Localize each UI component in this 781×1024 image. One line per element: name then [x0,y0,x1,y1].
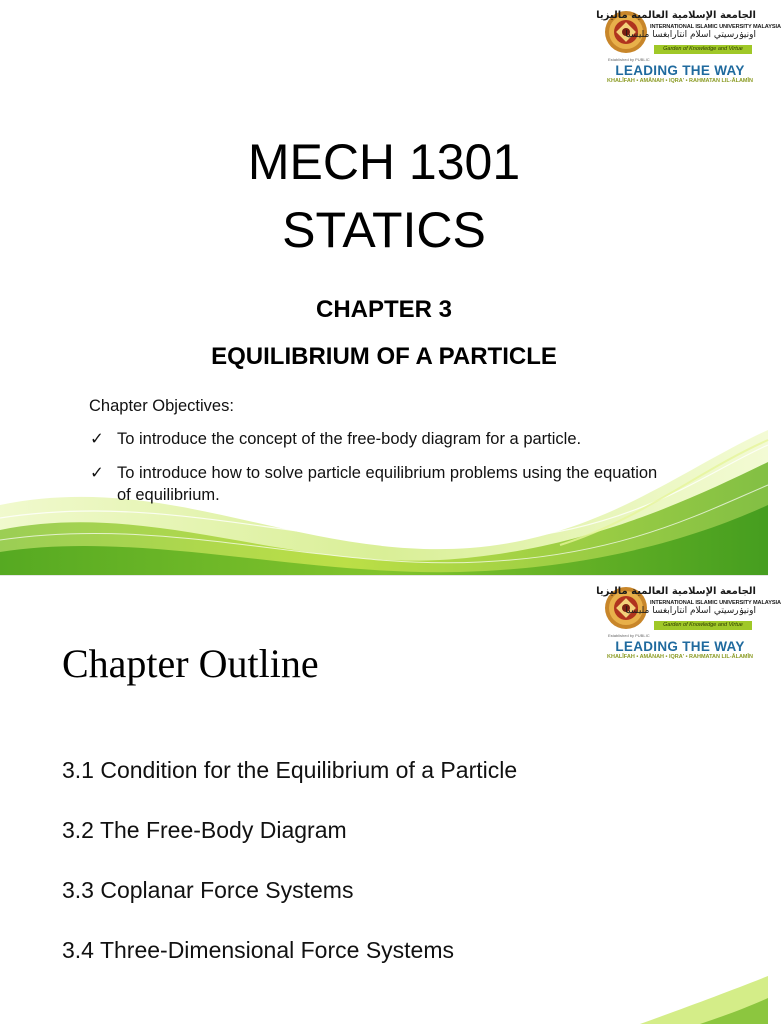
chapter-number: CHAPTER 3 [315,296,453,323]
outline-item: 3.4 Three-Dimensional Force Systems [62,937,454,963]
logo-garden-banner: Garden of Knowledge and Virtue [654,45,752,54]
objectives-heading: Chapter Objectives: [89,397,234,415]
objective-item [90,462,670,506]
slide-outline [0,576,781,1024]
objective-item [90,428,670,450]
logo-established: Established by PUBLIC [608,57,650,62]
objective-text: To introduce the concept of the free-body diagram for a particle. [117,430,582,448]
outline-title: Chapter Outline [62,641,319,686]
logo-university-name: INTERNATIONAL ISLAMIC UNIVERSITY MALAYSIA [650,600,781,606]
logo-university-name: INTERNATIONAL ISLAMIC UNIVERSITY MALAYSIA [650,24,781,30]
logo-arabic-name: الجامعة الإسلامية العالمية ماليزيا [596,586,756,597]
logo-tagline: LEADING THE WAY [615,63,745,78]
logo-tagline: LEADING THE WAY [615,639,745,654]
course-name: STATICS [282,202,486,258]
logo-virtues: KHALĪFAH • AMĀNAH • IQRA' • RAHMATAN LIL-ĀLAMĪN [607,654,753,660]
outline-item: 3.3 Coplanar Force Systems [62,877,354,903]
logo-established: Established by PUBLIC [608,633,650,638]
objective-text: To introduce how to solve particle equilibrium problems using the equation of equilibrium. [117,464,658,504]
chapter-title: EQUILIBRIUM OF A PARTICLE [211,343,557,370]
logo-jawi-name: اونيۏرسيتي اسلام انتارابغسا مليسيا [625,606,756,616]
logo-jawi-name: اونيۏرسيتي اسلام انتارابغسا مليسيا [625,30,756,40]
logo-virtues: KHALĪFAH • AMĀNAH • IQRA' • RAHMATAN LIL-ĀLAMĪN [607,78,753,84]
checkmark-icon: ✓ [90,463,104,482]
iium-logo [596,586,781,664]
logo-garden-banner: Garden of Knowledge and Virtue [654,621,752,630]
iium-logo [596,10,781,88]
outline-item: 3.2 The Free-Body Diagram [62,817,347,843]
outline-item: 3.1 Condition for the Equilibrium of a Particle [62,757,518,783]
course-code: MECH 1301 [247,134,521,190]
logo-arabic-name: الجامعة الإسلامية العالمية ماليزيا [596,10,756,21]
checkmark-icon: ✓ [90,429,104,448]
